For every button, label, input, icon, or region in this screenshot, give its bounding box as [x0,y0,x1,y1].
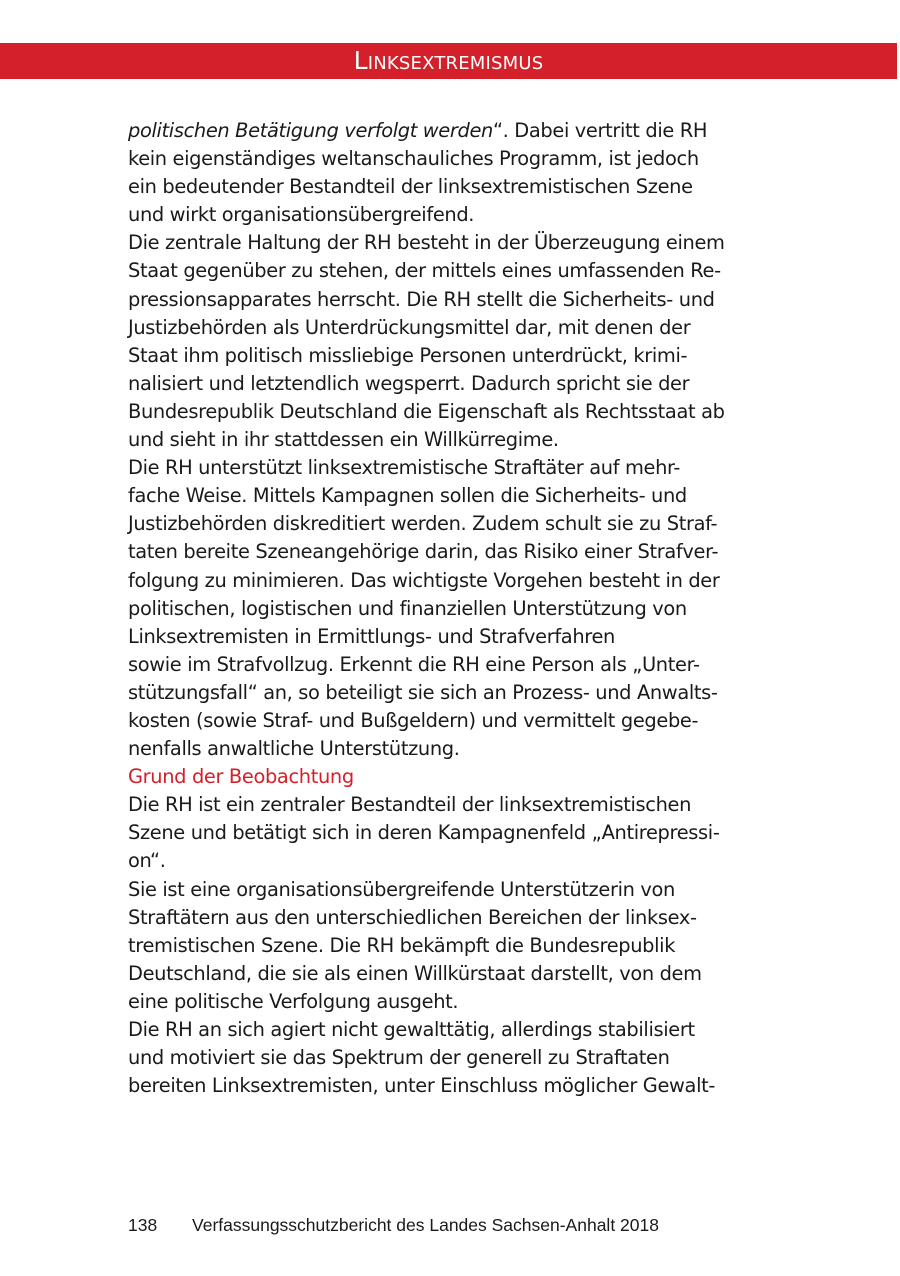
line: kosten (sowie Straf- und Bußgeldern) und vermittelt gegebe- [128,708,699,732]
line: folgung zu minimieren. Das wichtigste Vorgehen besteht in der [128,568,720,592]
line: on“. [128,849,166,873]
line: Justizbehörden diskreditiert werden. Zudem schult sie zu Straf- [128,512,718,536]
line: nenfalls anwaltliche Unterstützung. [128,737,460,761]
section-heading: Grund der Beobachtung [128,765,354,789]
paragraph-4 [128,791,778,875]
italic-quote: politischen Betätigung verfolgt werden [128,119,493,142]
line: politischen, logistischen und finanziellen Unterstützung von [128,596,687,620]
line: Die zentrale Haltung der RH besteht in der Überzeugung einem [128,231,725,255]
line: Die RH ist ein zentraler Bestandteil der linksextremistischen [128,793,692,817]
line: Linksextremisten in Ermittlungs- und Strafverfahren [128,624,615,648]
line: und motiviert sie das Spektrum der generell zu Straftaten [128,1046,670,1070]
line: Szene und betätigt sich in deren Kampagnenfeld „Antirepressi- [128,821,720,845]
line: ein bedeutender Bestandteil der linksextremistischen Szene [128,175,693,199]
line: und wirkt organisationsübergreifend. [128,203,475,227]
line: und sieht in ihr stattdessen ein Willkürregime. [128,428,559,452]
line: Bundesrepublik Deutschland die Eigenschaft als Rechtsstaat ab [128,399,725,423]
line: Straftätern aus den unterschiedlichen Bereichen der linksex- [128,905,697,929]
line: kein eigenständiges weltanschauliches Programm, ist jedoch [128,147,699,171]
paragraph-6 [128,1016,778,1100]
line: sowie im Strafvollzug. Erkennt die RH eine Person als „Unter- [128,652,700,676]
line: nalisiert und letztendlich wegsperrt. Dadurch spricht sie der [128,371,690,395]
body-text [128,117,778,1100]
paragraph-2 [128,229,778,454]
line: Staat gegenüber zu stehen, der mittels eines umfassenden Re- [128,259,721,283]
chapter-title: Linksextremismus [353,46,544,75]
publication-title: Verfassungsschutzbericht des Landes Sachsen-Anhalt 2018 [192,1215,659,1235]
line: eine politische Verfolgung ausgeht. [128,989,459,1013]
line: stützungsfall“ an, so beteiligt sie sich an Prozess- und Anwalts- [128,680,718,704]
line [128,119,707,142]
quote-continuation: “. Dabei vertritt die RH [492,119,708,142]
line: Deutschland, die sie als einen Willkürstaat darstellt, von dem [128,961,702,985]
page-footer [128,1211,659,1239]
line: tremistischen Szene. Die RH bekämpft die Bundesrepublik [128,933,676,957]
line: pressionsapparates herrscht. Die RH stellt die Sicherheits- und [128,287,715,311]
line: fache Weise. Mittels Kampagnen sollen die Sicherheits- und [128,484,687,508]
paragraph-3 [128,454,778,763]
line: Sie ist eine organisationsübergreifende Unterstützerin von [128,877,675,901]
line: Justizbehörden als Unterdrückungsmittel dar, mit denen der [128,315,691,339]
line: Die RH unterstützt linksextremistische Straftäter auf mehr- [128,456,681,480]
paragraph-1 [128,117,778,229]
page-number: 138 [128,1215,158,1235]
line: Staat ihm politisch missliebige Personen unterdrückt, krimi- [128,343,688,367]
line: taten bereite Szeneangehörige darin, das Risiko einer Strafver- [128,540,719,564]
line: bereiten Linksextremisten, unter Einschluss möglicher Gewalt- [128,1074,716,1098]
paragraph-5 [128,876,778,1016]
line: Die RH an sich agiert nicht gewalttätig, allerdings stabilisiert [128,1018,695,1041]
